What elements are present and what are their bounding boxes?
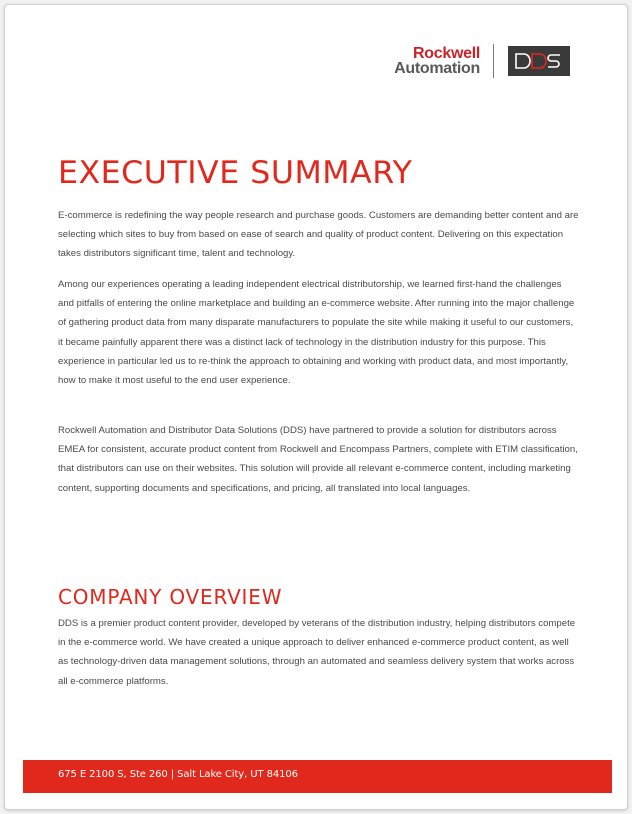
dds-logo-mark [514,53,564,69]
header-logos [394,44,570,78]
summary-paragraph-1: E-commerce is redefining the way people research and purchase goods. Customers are demanding better content and are selecting which sites to buy from based on ease of search and quality of product content. Delivering on this expectation takes distributors significant time, talent and technology. [58,210,579,260]
footer-address: 675 E 2100 S, Ste 260 | Salt Lake City, UT 84106 [58,769,298,780]
summary-paragraph-3: Rockwell Automation and Distributor Data Solutions (DDS) have partnered to provide a solution for distributors across EMEA for consistent, accurate product content from Rockwell and Encompass Partners, complete with ETIM classification, that distributors can use on their websites. This solution will provide all relevant e-commerce content, including marketing content, supporting documents and specifications, and pricing, all translated into local languages. [58,425,578,494]
document-page [4,4,628,810]
dds-logo [508,46,570,76]
footer-bar [23,760,612,793]
rockwell-logo-line2: Automation [394,60,480,77]
section-title-company-overview: COMPANY OVERVIEW [58,585,283,609]
logo-divider [493,44,494,78]
rockwell-automation-logo [394,46,480,76]
summary-paragraph-2: Among our experiences operating a leading independent electrical distributorship, we learned first-hand the challenges and pitfalls of entering the online marketplace and building an e-commerce website. After running into the major challenge of gathering product data from many disparate manufacturers to populate the site while making it useful to our customers, it became painfully apparent there was a distinct lack of technology in the distribution industry for this purpose. This experience in particular led us to re-think the approach to obtaining and working with product data, and most importantly, how to make it most useful to the end user experience. [58,279,575,387]
overview-paragraph: DDS is a premier product content provider, developed by veterans of the distribution industry, helping distributors compete in the e-commerce world. We have created a unique approach to deliver enhanced e-commerce product content, as well as technology-driven data management solutions, through an automated and seamless delivery system that works across all e-commerce platforms. [58,618,576,687]
page-title: EXECUTIVE SUMMARY [58,155,413,191]
rockwell-logo-line1: Rockwell [413,45,480,62]
